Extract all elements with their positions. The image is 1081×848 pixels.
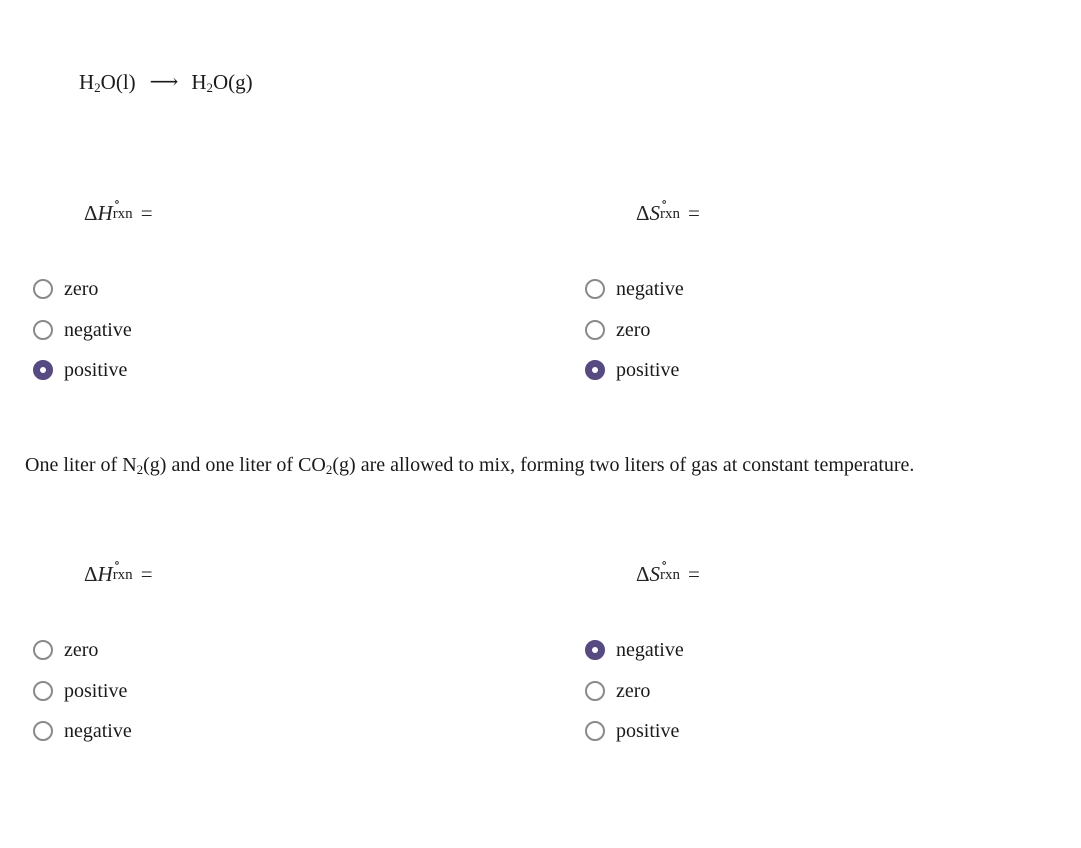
q1-entropy-option[interactable]	[585, 277, 684, 301]
q2-enthalpy-option[interactable]	[33, 679, 127, 703]
q1-enthalpy-option[interactable]	[33, 318, 132, 342]
q2-entropy-label: ΔS ∘ rxn =	[636, 555, 700, 586]
radio-button-selected[interactable]	[33, 360, 53, 380]
option-label: positive	[616, 358, 680, 381]
radio-button[interactable]	[585, 721, 605, 741]
reaction-equation	[79, 70, 253, 95]
option-label: negative	[64, 719, 132, 742]
option-label: negative	[64, 318, 132, 341]
q1-enthalpy-option[interactable]	[33, 277, 98, 301]
q2-entropy-option[interactable]	[585, 719, 679, 743]
radio-button[interactable]	[585, 681, 605, 701]
product-formula: $H_2O(g)$	[191, 70, 253, 95]
q2-enthalpy-label: ΔH ∘ rxn =	[84, 555, 153, 586]
q2-entropy-option[interactable]	[585, 679, 650, 703]
radio-button[interactable]	[33, 320, 53, 340]
radio-button[interactable]	[33, 640, 53, 660]
option-label: negative	[616, 638, 684, 661]
option-label: negative	[616, 277, 684, 300]
reaction-arrow: ⟶	[149, 71, 179, 93]
q2-statement: One liter of $N_2(g)$ and one liter of $CO_2(g)$ are allowed to mix, forming two liters of gas at constant temperature.	[25, 454, 915, 477]
reactant-formula: $H_2O(l)$	[79, 70, 136, 95]
option-label: zero	[64, 638, 99, 661]
radio-button[interactable]	[585, 320, 605, 340]
q1-entropy-option[interactable]	[585, 358, 679, 382]
q1-enthalpy-option[interactable]	[33, 358, 127, 382]
radio-button[interactable]	[33, 681, 53, 701]
q1-entropy-label: ΔS ∘ rxn =	[636, 194, 700, 225]
radio-button[interactable]	[33, 279, 53, 299]
option-label: zero	[64, 277, 99, 300]
option-label: positive	[64, 679, 128, 702]
q1-enthalpy-label: ΔH ∘ rxn =	[84, 194, 153, 225]
option-label: positive	[616, 719, 680, 742]
radio-button[interactable]	[33, 721, 53, 741]
option-label: zero	[616, 318, 651, 341]
radio-button-selected[interactable]	[585, 360, 605, 380]
q1-entropy-option[interactable]	[585, 318, 650, 342]
q2-entropy-option[interactable]	[585, 638, 684, 662]
option-label: zero	[616, 679, 651, 702]
q2-enthalpy-option[interactable]	[33, 638, 98, 662]
option-label: positive	[64, 358, 128, 381]
radio-button[interactable]	[585, 279, 605, 299]
q2-enthalpy-option[interactable]	[33, 719, 132, 743]
radio-button-selected[interactable]	[585, 640, 605, 660]
